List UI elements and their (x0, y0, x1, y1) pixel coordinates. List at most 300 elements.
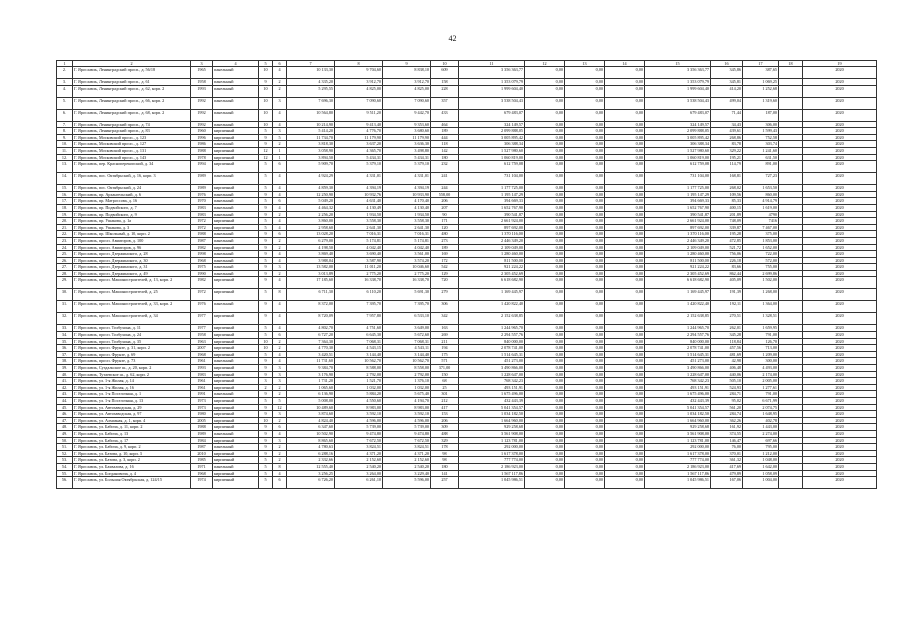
table-cell-a3: 7 068,31 (383, 338, 431, 345)
table-cell-t: 3 356 363,77 (459, 67, 525, 79)
table-cell-z3: 0,00 (605, 477, 645, 489)
table-cell-n: 55. (57, 470, 73, 477)
table-cell-s: 1 034 182,50 (645, 411, 711, 418)
table-cell-addr: Г. Ярославль, просп. Машиностроителей, д. 13, корп. 2 (73, 277, 191, 289)
table-cell-addr: Г. Ярославль, Московский просп., д. 131 (73, 147, 191, 154)
table-cell-a2: 4 394,19 (335, 185, 383, 192)
table-cell-p: 90 (431, 211, 459, 218)
table-cell-a2: 5 434,31 (335, 154, 383, 161)
table-cell-n: 22. (57, 231, 73, 238)
table-cell-fl: 9 (259, 191, 273, 198)
table-cell-year: 1968 (191, 257, 213, 264)
table-cell-z1: 0,00 (525, 430, 565, 437)
table-cell-u: 417,69 (711, 463, 743, 470)
table-cell-u: 168,81 (711, 173, 743, 185)
table-cell-z3: 0,00 (605, 338, 645, 345)
table-cell-s: 5 041 354,57 (645, 404, 711, 411)
table-cell-u: 109,56 (711, 191, 743, 198)
table-cell-fl: 9 (259, 231, 273, 238)
table-cell-fl: 2 (259, 384, 273, 391)
table-cell-addr: Г. Ярославль, просп. Машиностроителей, д. 25 (73, 289, 191, 301)
table-cell-z1: 0,00 (525, 365, 565, 372)
table-cell-z3: 0,00 (605, 332, 645, 339)
table-cell-p: 142 (431, 147, 459, 154)
table-cell-n: 31. (57, 301, 73, 313)
table-cell-s: 1 652 767,90 (645, 204, 711, 211)
column-number: 10 (431, 61, 459, 67)
table-cell-z1: 0,00 (525, 417, 565, 424)
table-cell-en: 2 (273, 338, 287, 345)
table-cell-mat: панельный (213, 264, 259, 271)
table-cell-year: 1998 (191, 251, 213, 258)
table-cell-z1: 0,00 (525, 444, 565, 451)
table-cell-u: 400,15 (711, 204, 743, 211)
table-cell-en: 2 (273, 417, 287, 424)
table-cell-en: 12 (273, 404, 287, 411)
table-cell-z2: 0,00 (565, 424, 605, 431)
table-cell-a3: 1 032,00 (383, 384, 431, 391)
table-cell-addr: Г. Ярославль, ул. Бахвалова, д. 16 (73, 463, 191, 470)
table-row (57, 251, 877, 258)
table-cell-z3: 0,00 (605, 79, 645, 86)
table-cell-addr: Г. Ярославль, Тутаевское ш., д. 62, корп. 2 (73, 371, 191, 378)
table-cell-a1: 3 058,90 (287, 147, 335, 154)
table-cell-mat: кирпичный (213, 185, 259, 192)
table-cell-z1: 0,00 (525, 218, 565, 225)
table-cell-mat: кирпичный (213, 457, 259, 464)
table-cell-empty (779, 147, 803, 154)
table-cell-t: 1 228 647,00 (459, 371, 525, 378)
table-cell-s: 432 443,39 (645, 398, 711, 405)
table-cell-p: 609 (431, 67, 459, 79)
table-cell-en: 2 (273, 237, 287, 244)
table-cell-p: 228 (431, 85, 459, 97)
table-cell-year: 1992 (191, 109, 213, 121)
table-row (57, 371, 877, 378)
table-cell-mat: кирпичный (213, 289, 259, 301)
table-cell-en: 2 (273, 79, 287, 86)
table-cell-en: 3 (273, 411, 287, 418)
table-cell-a2: 7 090,60 (335, 97, 383, 109)
table-cell-t: 390 541,87 (459, 211, 525, 218)
table-cell-z2: 0,00 (565, 463, 605, 470)
table-cell-a1: 12 250,90 (287, 191, 335, 198)
table-cell-addr: Г. Ярославль, Ленинградский просп., д. 68, корп. 2 (73, 109, 191, 121)
table-cell-z2: 0,00 (565, 67, 605, 79)
table-cell-z3: 0,00 (605, 430, 645, 437)
table-cell-p: 207 (431, 204, 459, 211)
table-cell-y: 2020 (803, 251, 877, 258)
table-cell-year: 1985 (191, 457, 213, 464)
table-cell-m: 1 241,60 (743, 147, 779, 154)
table-cell-addr: Г. Ярославль, пр. Подвойского, д. 9 (73, 211, 191, 218)
table-cell-t: 3 538 504,43 (459, 97, 525, 109)
table-cell-y: 2020 (803, 185, 877, 192)
table-cell-y: 2020 (803, 391, 877, 398)
table-cell-m: 1 252,68 (743, 85, 779, 97)
table-row (57, 470, 877, 477)
table-cell-u: 191,39 (711, 289, 743, 301)
table-cell-z2: 0,00 (565, 378, 605, 385)
table-cell-n: 4. (57, 85, 73, 97)
table-cell-a3: 3 912,70 (383, 79, 431, 86)
table-cell-a2: 3 637,20 (335, 141, 383, 148)
table-cell-a3: 5 675,40 (383, 391, 431, 398)
table-row (57, 237, 877, 244)
table-cell-y: 2020 (803, 450, 877, 457)
table-cell-n: 35. (57, 338, 73, 345)
table-cell-z3: 0,00 (605, 191, 645, 198)
table-cell-u: 167,06 (711, 477, 743, 489)
table-cell-mat: панельный (213, 257, 259, 264)
table-cell-addr: Г. Ярославль, ул. Автозаводская, д. 97 (73, 411, 191, 418)
table-cell-year: 1991 (191, 391, 213, 398)
table-cell-p: 720 (431, 277, 459, 289)
table-cell-fl: 3 (259, 378, 273, 385)
table-cell-a1: 3 176,90 (287, 371, 335, 378)
table-cell-y: 2020 (803, 457, 877, 464)
table-cell-empty (779, 257, 803, 264)
table-cell-p: 180 (431, 463, 459, 470)
column-number: 19 (803, 61, 877, 67)
table-cell-en: 3 (273, 437, 287, 444)
table-cell-empty (779, 371, 803, 378)
table-cell-empty (779, 224, 803, 231)
table-cell-fl: 9 (259, 204, 273, 211)
table-cell-addr: Г. Ярославль, просп. Дзержинского, д. 49 (73, 270, 191, 277)
table-cell-z2: 0,00 (565, 289, 605, 301)
table-cell-u: 345,86 (711, 67, 743, 79)
table-cell-a3: 3 636,30 (383, 141, 431, 148)
table-cell-z3: 0,00 (605, 231, 645, 238)
table-cell-m: 1 642,00 (743, 463, 779, 470)
table-cell-t: 2 078 741,00 (459, 345, 525, 352)
table-cell-s: 1 280 460,00 (645, 251, 711, 258)
table-cell-addr: Г. Ярославль, просп. Дзержинского, д. 28 (73, 251, 191, 258)
table-cell-z3: 0,00 (605, 218, 645, 225)
table-cell-t: 1 060 819,00 (459, 154, 525, 161)
table-cell-empty (779, 404, 803, 411)
table-cell-a2: 3 264,00 (335, 470, 383, 477)
table-cell-n: 21. (57, 224, 73, 231)
table-cell-s: 451 273,00 (645, 358, 711, 365)
table-cell-z1: 0,00 (525, 463, 565, 470)
table-cell-fl: 10 (259, 417, 273, 424)
table-cell-z3: 0,00 (605, 270, 645, 277)
table-cell-m: 306,00 (743, 121, 779, 128)
table-cell-a2: 7 957,80 (335, 313, 383, 325)
table-cell-u: 270,51 (711, 313, 743, 325)
table-cell-fl: 10 (259, 338, 273, 345)
table-cell-n: 11. (57, 147, 73, 154)
table-cell-a2: 11 011,20 (335, 264, 383, 271)
table-cell-s: 768 342,23 (645, 378, 711, 385)
table-cell-u: 114,79 (711, 161, 743, 173)
table-cell-y: 2020 (803, 161, 877, 173)
table-cell-fl: 9 (259, 211, 273, 218)
table-cell-u: 505,10 (711, 378, 743, 385)
table-cell-n: 54. (57, 463, 73, 470)
table-cell-a3: 10 933,90 (383, 191, 431, 198)
table-cell-z1: 0,00 (525, 198, 565, 205)
table-cell-a3: 4 371,20 (383, 450, 431, 457)
table-cell-p: 158 (431, 79, 459, 86)
table-cell-a1: 2 256,20 (287, 211, 335, 218)
table-cell-z3: 0,00 (605, 141, 645, 148)
table-cell-en: 4 (273, 191, 287, 198)
table-cell-s: 1 169 445,97 (645, 289, 711, 301)
table-cell-n: 53. (57, 457, 73, 464)
table-cell-z3: 0,00 (605, 109, 645, 121)
table-cell-addr: Г. Ярославль, пр. Подвойского, д. 7 (73, 204, 191, 211)
table-cell-a2: 8 983,00 (335, 404, 383, 411)
table-cell-z2: 0,00 (565, 121, 605, 128)
table-row (57, 121, 877, 128)
table-cell-a2: 7 395,70 (335, 301, 383, 313)
table-cell-s: 1 527 980,60 (645, 147, 711, 154)
table-cell-a2: 3 824,51 (335, 444, 383, 451)
table-cell-s: 2 186 923,00 (645, 463, 711, 470)
table-row (57, 257, 877, 264)
table-cell-z2: 0,00 (565, 313, 605, 325)
table-cell-t: 1 123 781,00 (459, 437, 525, 444)
table-cell-year: 1968 (191, 351, 213, 358)
table-cell-a3: 4 825,00 (383, 85, 431, 97)
table-cell-n: 19. (57, 211, 73, 218)
table-cell-z2: 0,00 (565, 237, 605, 244)
table-cell-addr: Г. Ярославль, ул. 1-я Поселочная, д. 13 (73, 398, 191, 405)
table-cell-z3: 0,00 (605, 417, 645, 424)
table-cell-a3: 2 792,00 (383, 371, 431, 378)
table-cell-t: 432 443,39 (459, 398, 525, 405)
table-cell-fl: 9 (259, 79, 273, 86)
table-cell-z1: 0,00 (525, 237, 565, 244)
table-cell-empty (779, 424, 803, 431)
table-cell-t: 1 617 378,00 (459, 450, 525, 457)
table-row (57, 384, 877, 391)
table-row (57, 437, 877, 444)
table-cell-z1: 0,00 (525, 338, 565, 345)
table-cell-a1: 6 726,20 (287, 477, 335, 489)
table-cell-year: 1987 (191, 237, 213, 244)
table-cell-empty (779, 313, 803, 325)
table-row (57, 141, 877, 148)
table-cell-y: 2020 (803, 173, 877, 185)
table-cell-y: 2020 (803, 270, 877, 277)
table-cell-a2: 3 690,40 (335, 251, 383, 258)
table-cell-z1: 0,00 (525, 371, 565, 378)
table-cell-a2: 9 511,20 (335, 109, 383, 121)
table-cell-en: 4 (273, 67, 287, 79)
table-cell-fl: 5 (259, 185, 273, 192)
table-cell-z3: 0,00 (605, 457, 645, 464)
table-cell-z1: 0,00 (525, 264, 565, 271)
table-cell-y: 2020 (803, 79, 877, 86)
table-cell-p: 301 (431, 391, 459, 398)
table-cell-p: 212 (431, 398, 459, 405)
table-cell-s: 1 999 604,40 (645, 85, 711, 97)
table-cell-m: 303,74 (743, 141, 779, 148)
table-cell-a3: 3 824,51 (383, 444, 431, 451)
table-cell-p: 180 (431, 154, 459, 161)
table-cell-mat: панельный (213, 391, 259, 398)
table-cell-m: 2 174,00 (743, 371, 779, 378)
table-cell-empty (779, 450, 803, 457)
table-cell-year: 1982 (191, 244, 213, 251)
table-cell-a3: 8 983,00 (383, 404, 431, 411)
table-cell-empty (779, 79, 803, 86)
table-cell-z3: 0,00 (605, 211, 645, 218)
table-cell-u: 374,55 (711, 430, 743, 437)
table-cell-mat: кирпичный (213, 351, 259, 358)
table-cell-t: 731 104,00 (459, 173, 525, 185)
table-cell-p: 189 (431, 244, 459, 251)
table-row (57, 154, 877, 161)
table-cell-a1: 3 860,00 (287, 218, 335, 225)
column-number: 1 (57, 61, 73, 67)
table-cell-addr: Г. Ярославль, просп. Фрунзе, д. 69 (73, 351, 191, 358)
table-cell-u: 329,22 (711, 147, 743, 154)
table-row (57, 430, 877, 437)
table-cell-p: 171 (431, 218, 459, 225)
table-cell-u: 192,11 (711, 301, 743, 313)
table-cell-z1: 0,00 (525, 224, 565, 231)
table-row (57, 411, 877, 418)
table-cell-n: 41. (57, 378, 73, 385)
table-row (57, 417, 877, 424)
table-cell-p: 211 (431, 338, 459, 345)
table-cell-t: 3 005 895,42 (459, 134, 525, 141)
table-cell-en: 2 (273, 270, 287, 277)
table-cell-a3: 8 558,00 (383, 365, 431, 372)
table-cell-addr: Г. Ярославль, пр. Ушакова, д. 1а (73, 218, 191, 225)
table-cell-en: 4 (273, 204, 287, 211)
table-cell-z2: 0,00 (565, 128, 605, 135)
table-cell-en: 5 (273, 134, 287, 141)
table-cell-a2: 4 371,20 (335, 450, 383, 457)
table-cell-a1: 11 734,70 (287, 134, 335, 141)
table-cell-u: 361,32 (711, 457, 743, 464)
table-cell-addr: Г. Ярославль, просп. Толбухина, д. 11 (73, 325, 191, 332)
table-cell-fl: 5 (259, 457, 273, 464)
table-cell-y: 2020 (803, 313, 877, 325)
table-cell-z1: 0,00 (525, 141, 565, 148)
table-row (57, 191, 877, 198)
table-cell-a2: 4 365,70 (335, 147, 383, 154)
column-number: 11 (459, 61, 525, 67)
table-cell-addr: Г. Ярославль, пр. Архангельский, д. 6 (73, 191, 191, 198)
table-cell-z1: 0,00 (525, 85, 565, 97)
table-cell-a1: 12 555,40 (287, 463, 335, 470)
table-cell-u: 284,74 (711, 411, 743, 418)
table-cell-fl: 9 (259, 237, 273, 244)
column-number: 15 (645, 61, 711, 67)
table-cell-n: 39. (57, 365, 73, 372)
table-cell-a1: 6 288,16 (287, 450, 335, 457)
table-cell-u: 34,43 (711, 121, 743, 128)
table-cell-a3: 16 338,70 (383, 277, 431, 289)
table-cell-m: 1 619,00 (743, 204, 779, 211)
table-cell-fl: 5 (259, 218, 273, 225)
table-cell-en: 3 (273, 97, 287, 109)
table-cell-en: 4 (273, 470, 287, 477)
table-cell-addr: Г. Ярославль, ул. Большая Октябрьская, д. 124/15 (73, 477, 191, 489)
table-cell-z2: 0,00 (565, 173, 605, 185)
table-cell-en: 6 (273, 198, 287, 205)
table-cell-n: 2. (57, 67, 73, 79)
table-cell-en: 8 (273, 463, 287, 470)
table-cell-a1: 13 582,00 (287, 264, 335, 271)
table-cell-y: 2020 (803, 411, 877, 418)
table-cell-mat: панельный (213, 358, 259, 365)
table-cell-u: 146,47 (711, 437, 743, 444)
table-cell-a3: 3 558,30 (383, 218, 431, 225)
table-cell-z1: 0,00 (525, 121, 565, 128)
table-cell-en: 2 (273, 391, 287, 398)
table-cell-en: 2 (273, 211, 287, 218)
table-cell-year: 1977 (191, 325, 213, 332)
table-cell-z2: 0,00 (565, 301, 605, 313)
table-cell-n: 12. (57, 154, 73, 161)
table-cell-t: 451 273,00 (459, 358, 525, 365)
table-cell-n: 16. (57, 191, 73, 198)
table-cell-mat: панельный (213, 79, 259, 86)
table-cell-en: 6 (273, 161, 287, 173)
table-cell-y: 2020 (803, 384, 877, 391)
table-cell-y: 2020 (803, 109, 877, 121)
table-cell-p: 68 (431, 378, 459, 385)
table-cell-mat: кирпичный (213, 161, 259, 173)
table-cell-z1: 0,00 (525, 404, 565, 411)
table-cell-s: 1 123 781,00 (645, 437, 711, 444)
table-cell-m: 791,00 (743, 391, 779, 398)
table-cell-fl: 10 (259, 109, 273, 121)
table-cell-s: 390 541,87 (645, 211, 711, 218)
table-cell-a3: 2 540,20 (383, 463, 431, 470)
table-cell-mat: кирпичный (213, 470, 259, 477)
table-cell-z2: 0,00 (565, 198, 605, 205)
table-cell-t: 2 186 923,00 (459, 463, 525, 470)
table-cell-s: 612 759,08 (645, 161, 711, 173)
table-cell-year: 1961 (191, 378, 213, 385)
table-cell-a1: 17 185,60 (287, 277, 335, 289)
table-cell-z2: 0,00 (565, 211, 605, 218)
table-cell-empty (779, 204, 803, 211)
table-cell-u: 83,78 (711, 141, 743, 148)
table-cell-year: 1989 (191, 185, 213, 192)
table-cell-m: 1 209,00 (743, 351, 779, 358)
table-cell-addr: Г. Ярославль, просп. Авиаторов, д. 96 (73, 244, 191, 251)
table-cell-y: 2020 (803, 67, 877, 79)
table-cell-a3: 9 474,80 (383, 430, 431, 437)
table-cell-a2: 7 068,31 (335, 338, 383, 345)
table-cell-z1: 0,00 (525, 251, 565, 258)
table-cell-a3: 6 533,10 (383, 313, 431, 325)
table-cell-y: 2020 (803, 289, 877, 301)
table-cell-fl: 9 (259, 371, 273, 378)
table-cell-year: 1977 (191, 313, 213, 325)
table-cell-p: 206 (431, 198, 459, 205)
table-cell-addr: Г. Ярославль, Ленинградский просп., д. 61 (73, 79, 191, 86)
table-cell-a3: 4 194,70 (383, 398, 431, 405)
table-cell-empty (779, 161, 803, 173)
table-cell-a2: 5 174,81 (335, 237, 383, 244)
table-cell-fl: 5 (259, 477, 273, 489)
table-cell-z1: 0,00 (525, 191, 565, 198)
table-cell-mat: кирпичный (213, 332, 259, 339)
table-cell-p: 257 (431, 477, 459, 489)
table-cell-m: 727,23 (743, 173, 779, 185)
